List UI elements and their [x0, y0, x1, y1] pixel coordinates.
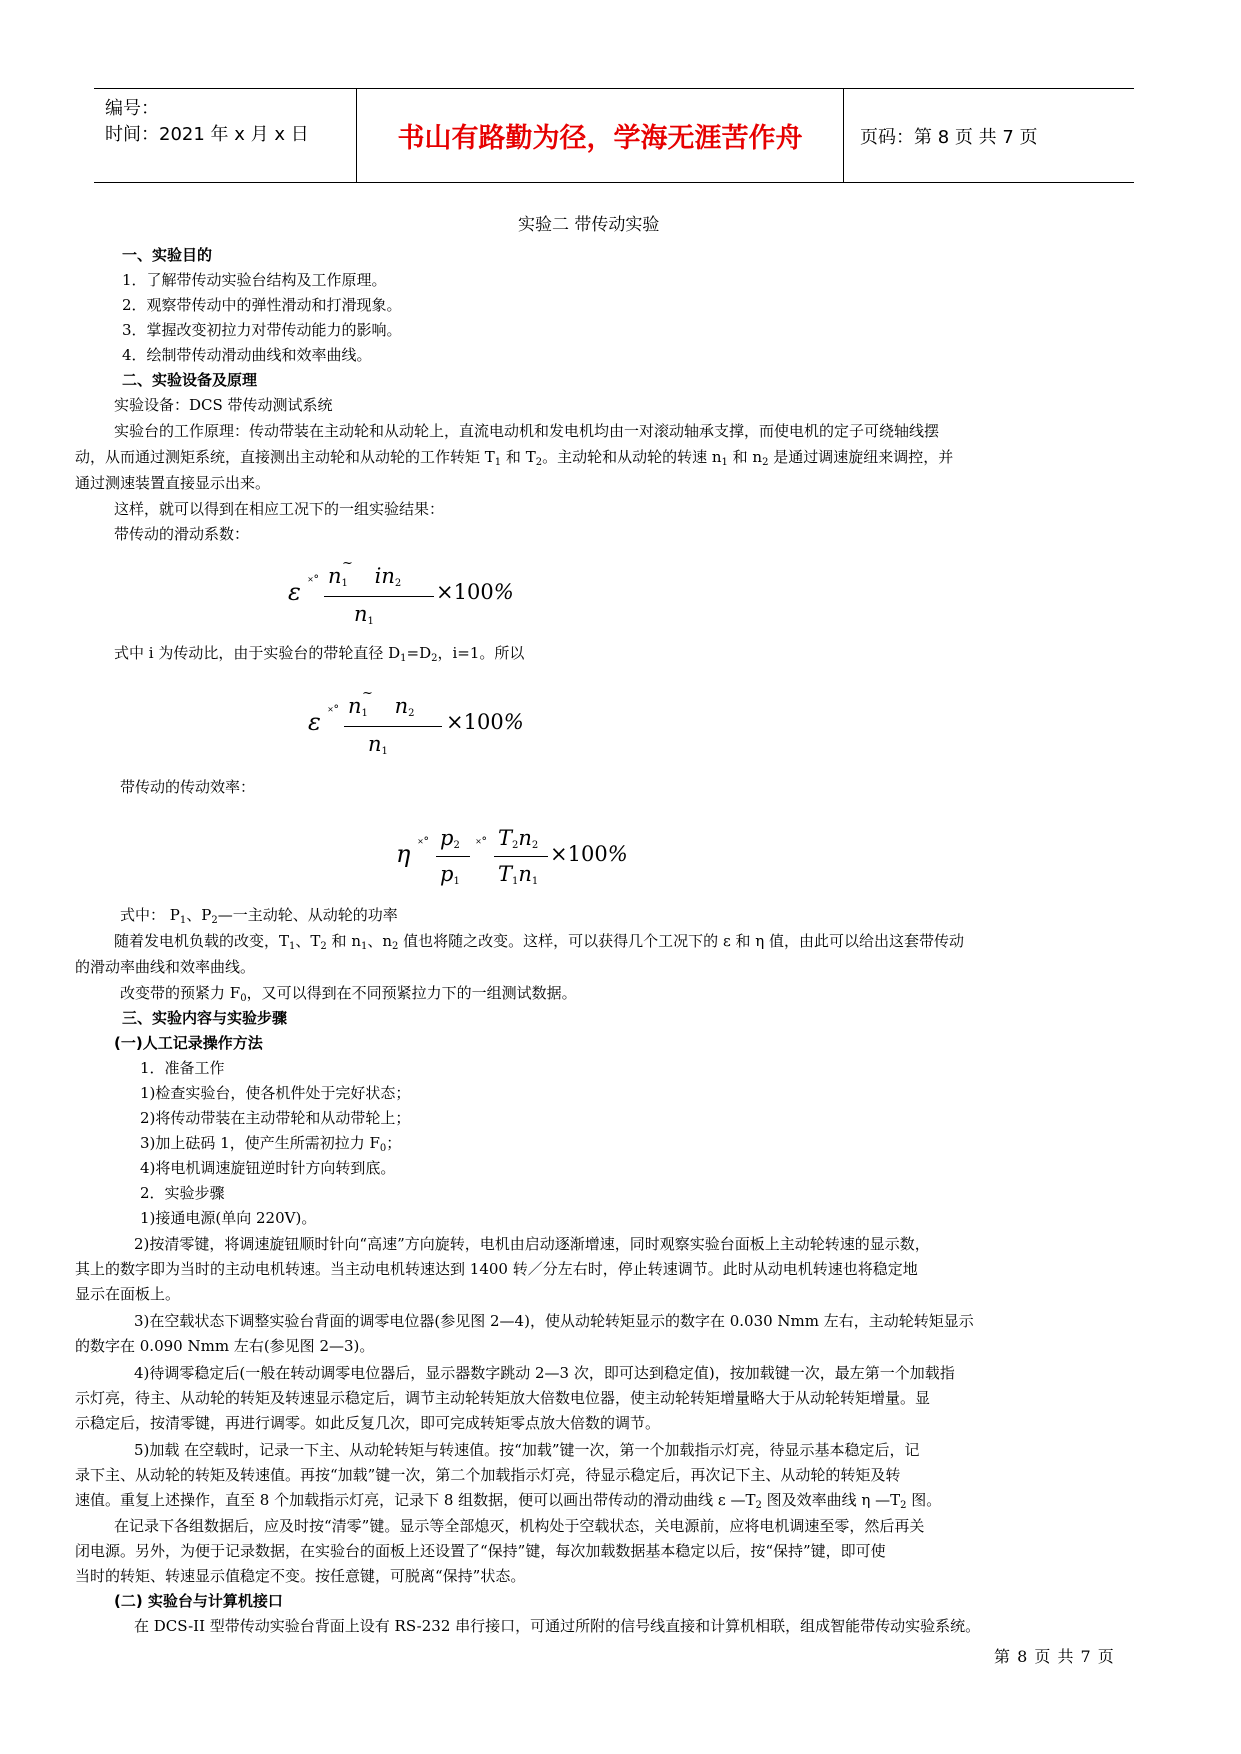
equipment-line: 实验设备：DCS 带传动测试系统 — [114, 396, 333, 414]
slip-label: 带传动的滑动系数： — [114, 525, 250, 543]
change-line-2: 的滑动率曲线和效率曲线。 — [75, 958, 256, 976]
principle-line-1: 实验台的工作原理：传动带装在主动轮和从动轮上，直流电动机和发电机均由一对滚动轴承支撑，而使电机的定子可绕轴线摆 — [114, 422, 940, 440]
interface-line: 在 DCS-II 型带传动实验台背面上设有 RS-232 串行接口，可通过所附的信号线直接和计算机相联，组成智能带传动实验系统。 — [134, 1617, 981, 1635]
page-header — [94, 88, 1134, 183]
step-2-line-3: 显示在面板上。 — [75, 1285, 181, 1303]
efficiency-label: 带传动的传动效率： — [120, 778, 256, 796]
section-heading-2: 二、实验设备及原理 — [122, 371, 258, 389]
fraction-bar-2 — [494, 856, 548, 857]
garbled-equals: ˟˚ — [418, 837, 430, 852]
prep-step-1: 1)检查实验台，使各机件处于完好状态； — [140, 1084, 411, 1102]
tn-denominator: $T_1n_1$ — [498, 862, 539, 887]
result-intro: 这样，就可以得到在相应工况下的一组实验结果： — [114, 500, 445, 518]
header-serial: 编号： — [105, 98, 159, 119]
garbled-equals: ˟˚ — [328, 705, 340, 720]
ratio-line: 式中 i 为传动比，由于实验台的带轮直径 $D_1=D_2$，i=1。所以 — [114, 644, 525, 664]
subsection-heading-manual: (一)人工记录操作方法 — [114, 1034, 263, 1052]
subsection-heading-interface: (二) 实验台与计算机接口 — [114, 1592, 283, 1610]
prep-step-2: 2)将传动带装在主动带轮和从动带轮上； — [140, 1109, 411, 1127]
header-page-info: 页码：第 8 页 共 7 页 — [860, 126, 1038, 148]
principle-line-3: 通过测速装置直接显示出来。 — [75, 474, 271, 492]
step-5-line-3: 速值。重复上述操作，直至 8 个加载指示灯亮，记录下 8 组数据，便可以画出带传动的滑动曲线 ε $—T_2$ 图及效率曲线 η $—T_2$ 图。 — [75, 1491, 942, 1511]
header-date: 时间：2021 年 x 月 x 日 — [105, 124, 309, 145]
step-1: 1)接通电源(单向 220V)。 — [140, 1209, 317, 1227]
record-line-3: 当时的转矩、转速显示值稳定不变。按任意键，可脱离“保持”状态。 — [75, 1567, 526, 1585]
garbled-equals: ˟˚ — [308, 575, 320, 590]
page-footer: 第 8 页 共 7 页 — [994, 1647, 1115, 1666]
header-left-cell — [94, 89, 357, 182]
tilde-mark: ~ — [362, 686, 373, 701]
section-heading-1: 一、实验目的 — [122, 246, 213, 264]
fraction-bar — [344, 726, 442, 727]
record-line-2: 闭电源。另外，为便于记录数据，在实验台的面板上还设置了“保持”键，每次加载数据基本稳定以后，按“保持”键，即可使 — [75, 1542, 886, 1560]
tilde-mark: ~ — [342, 556, 353, 571]
step-4-line-1: 4)待调零稳定后(一般在转动调零电位器后，显示器数字跳动 2—3 次，即可达到稳定值)，按加载键一次，最左第一个加载指 — [134, 1364, 955, 1382]
slip-formula-1 — [286, 556, 526, 646]
objective-2: 2．观察带传动中的弹性滑动和打滑现象。 — [122, 296, 402, 314]
preload-line: 改变带的预紧力 $F_0$，又可以得到在不同预紧拉力下的一组测试数据。 — [120, 984, 577, 1004]
step-4-line-2: 示灯亮，待主、从动轮的转矩及转速显示稳定后，调节主动轮转矩放大倍数电位器，使主动轮转矩增量略大于从动轮转矩增量。显 — [75, 1389, 931, 1407]
step-3-line-1: 3)在空载状态下调整实验台背面的调零电位器(参见图 2—4)，使从动轮转矩显示的数字在 0.030 Nmm 左右，主动轮转矩显示 — [134, 1312, 974, 1330]
step-4-line-3: 示稳定后，按清零键，再进行调零。如此反复几次，即可完成转矩零点放大倍数的调节。 — [75, 1414, 661, 1432]
epsilon-symbol: ε — [308, 708, 321, 736]
step-3-line-2: 的数字在 0.090 Nmm 左右(参见图 2—3)。 — [75, 1337, 375, 1355]
p-numerator: $p_2$ — [440, 826, 460, 851]
epsilon-symbol: ε — [288, 578, 301, 606]
objective-1: 1．了解带传动实验台结构及工作原理。 — [122, 271, 387, 289]
tn-numerator: $T_2n_2$ — [498, 826, 539, 851]
numerator: $n_1$ $in_2$ — [328, 564, 402, 589]
fraction-bar-1 — [436, 856, 470, 857]
section-heading-3: 三、实验内容与实验步骤 — [122, 1009, 288, 1027]
where-line: 式中： $P_1$、$P_2—$一主动轮、从动轮的功率 — [120, 906, 398, 926]
prep-heading: 1．准备工作 — [140, 1059, 225, 1077]
times-100-percent: ×100% — [436, 580, 514, 604]
step-2-line-2: 其上的数字即为当时的主动电机转速。当主动电机转速达到 1400 转／分左右时，停止转速调节。此时从动电机转速也将稳定地 — [75, 1260, 918, 1278]
p-denominator: $p_1$ — [440, 862, 460, 887]
change-line-1: 随着发电机负载的改变，$T_1$、$T_2$ 和 $n_1$、$n_2$ 值也将随之改变。这样，可以获得几个工况下的 ε 和 η 值，由此可以给出这套带传动 — [114, 932, 965, 952]
garbled-equals: ˟˚ — [476, 837, 488, 852]
efficiency-formula — [394, 818, 654, 908]
prep-step-4: 4)将电机调速旋钮逆时针方向转到底。 — [140, 1159, 396, 1177]
record-line-1: 在记录下各组数据后，应及时按“清零”键。显示等全部熄灭，机构处于空载状态，关电源前，应将电机调速至零，然后再关 — [114, 1517, 925, 1535]
times-100-percent: ×100% — [446, 710, 524, 734]
step-5-line-1: 5)加载 在空载时，记录一下主、从动轮转矩与转速值。按“加载”键一次，第一个加载指示灯亮，待显示基本稳定后，记 — [134, 1441, 920, 1459]
numerator: $n_1$ $n_2$ — [348, 694, 415, 719]
step-2-line-1: 2)按清零键，将调速旋钮顺时针向“高速”方向旋转，电机由启动逐渐增速，同时观察实验台面板上主动轮转速的显示数， — [134, 1235, 930, 1253]
principle-line-2: 动，从而通过测矩系统，直接测出主动轮和从动轮的工作转矩 $T_1$ 和 $T_2$。主动轮和从动轮的转速 $n_1$ 和 $n_2$ 是通过调速旋纽来调控，并 — [75, 448, 954, 468]
objective-3: 3．掌握改变初拉力对带传动能力的影响。 — [122, 321, 402, 339]
step-5-line-2: 录下主、从动轮的转矩及转速值。再按“加载”键一次，第二个加载指示灯亮，待显示稳定后，再次记下主、从动轮的转矩及转 — [75, 1466, 901, 1484]
denominator: $n_1$ — [368, 732, 388, 757]
prep-step-3: 3)加上砝码 1，使产生所需初拉力 $F_0$； — [140, 1134, 402, 1154]
objective-4: 4．绘制带传动滑动曲线和效率曲线。 — [122, 346, 372, 364]
steps-heading: 2．实验步骤 — [140, 1184, 225, 1202]
doc-title: 实验二 带传动实验 — [518, 215, 660, 235]
fraction-bar — [324, 596, 434, 597]
eta-symbol: η — [396, 840, 411, 868]
header-motto: 书山有路勤为径，学海无涯苦作舟 — [357, 89, 844, 182]
times-100-percent: ×100% — [550, 842, 628, 866]
denominator: $n_1$ — [354, 602, 374, 627]
slip-formula-2 — [306, 686, 546, 776]
